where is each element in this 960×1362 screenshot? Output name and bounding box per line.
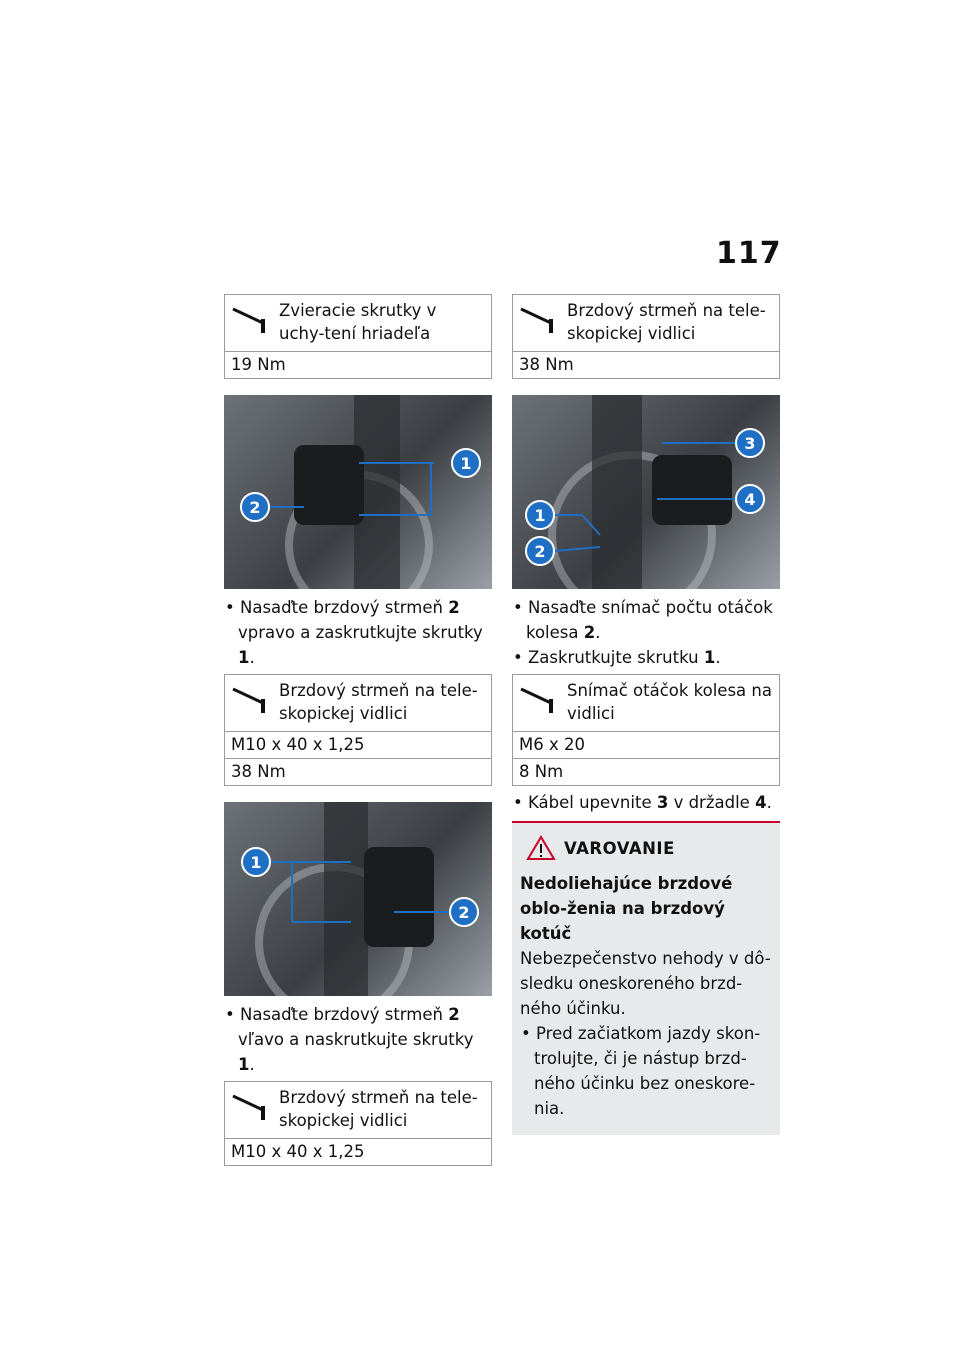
torque-wrench-icon	[229, 679, 275, 715]
torque-spec-value: 8 Nm	[513, 758, 779, 785]
right-column	[512, 294, 780, 1135]
instruction-step: • Nasaďte snímač počtu otáčok kolesa 2.	[513, 598, 773, 642]
callout-1: 1	[250, 853, 262, 872]
torque-wrench-icon	[229, 1086, 275, 1122]
warning-triangle-icon	[526, 835, 556, 861]
torque-spec-title: Brzdový strmeň na tele-skopickej vidlici	[279, 681, 478, 723]
left-column	[224, 294, 492, 1172]
torque-spec-value: 38 Nm	[519, 355, 574, 374]
torque-spec-size: M10 x 40 x 1,25	[231, 1142, 365, 1161]
callout-4: 4	[744, 490, 756, 509]
callout-1: 1	[534, 506, 546, 525]
warning-bullet: • Pred začiatkom jazdy skon-trolujte, či je nástup brzd-ného účinku bez oneskore-nia.	[521, 1024, 761, 1118]
torque-wrench-icon	[517, 299, 563, 335]
brake-caliper-photo-left	[224, 802, 492, 996]
warning-header	[526, 835, 772, 861]
torque-spec-header	[513, 295, 779, 352]
brake-caliper-photo-right	[224, 395, 492, 589]
page-number: 117	[716, 236, 782, 271]
torque-spec-table	[512, 674, 780, 786]
torque-spec-table	[224, 294, 492, 379]
torque-spec-table	[224, 674, 492, 786]
instruction-step: • Nasaďte brzdový strmeň 2 vľavo a naskrutkujte skrutky 1.	[225, 1005, 474, 1074]
callout-2: 2	[534, 542, 546, 561]
torque-spec-header	[513, 675, 779, 732]
callout-1: 1	[460, 454, 472, 473]
instruction-step: • Nasaďte brzdový strmeň 2 vpravo a zaskrutkujte skrutky 1.	[225, 598, 483, 667]
callout-2: 2	[458, 903, 470, 922]
torque-spec-title: Brzdový strmeň na tele-skopickej vidlici	[279, 1088, 478, 1130]
callout-overlay	[224, 395, 492, 589]
wheel-speed-sensor-photo	[512, 395, 780, 589]
torque-spec-value: 38 Nm	[225, 758, 491, 785]
callout-2: 2	[249, 498, 261, 517]
callout-overlay	[512, 395, 780, 589]
torque-spec-value: 19 Nm	[231, 355, 286, 374]
torque-spec-table	[224, 1081, 492, 1166]
torque-spec-table	[512, 294, 780, 379]
torque-spec-header	[225, 1082, 491, 1139]
instruction-step: • Zaskrutkujte skrutku 1.	[513, 648, 721, 667]
warning-box	[512, 821, 780, 1135]
torque-spec-size: M6 x 20	[519, 735, 585, 754]
torque-spec-title: Zvieracie skrutky v uchy-tení hriadeľa	[279, 301, 437, 343]
torque-spec-size: M10 x 40 x 1,25	[231, 735, 365, 754]
warning-headline: Nedoliehajúce brzdové oblo-ženia na brzdový kotúč	[520, 874, 733, 943]
callout-3: 3	[744, 434, 756, 453]
torque-spec-header	[225, 675, 491, 732]
warning-title: VAROVANIE	[564, 838, 675, 858]
torque-wrench-icon	[229, 299, 275, 335]
torque-spec-header	[225, 295, 491, 352]
torque-spec-title: Snímač otáčok kolesa na vidlici	[567, 681, 772, 723]
torque-wrench-icon	[517, 679, 563, 715]
instruction-step: • Kábel upevnite 3 v držadle 4.	[513, 793, 772, 812]
callout-overlay	[224, 802, 492, 996]
torque-spec-title: Brzdový strmeň na tele-skopickej vidlici	[567, 301, 766, 343]
warning-text: Nebezpečenstvo nehody v dô-sledku oneskoreného brzd-ného účinku.	[520, 949, 771, 1018]
